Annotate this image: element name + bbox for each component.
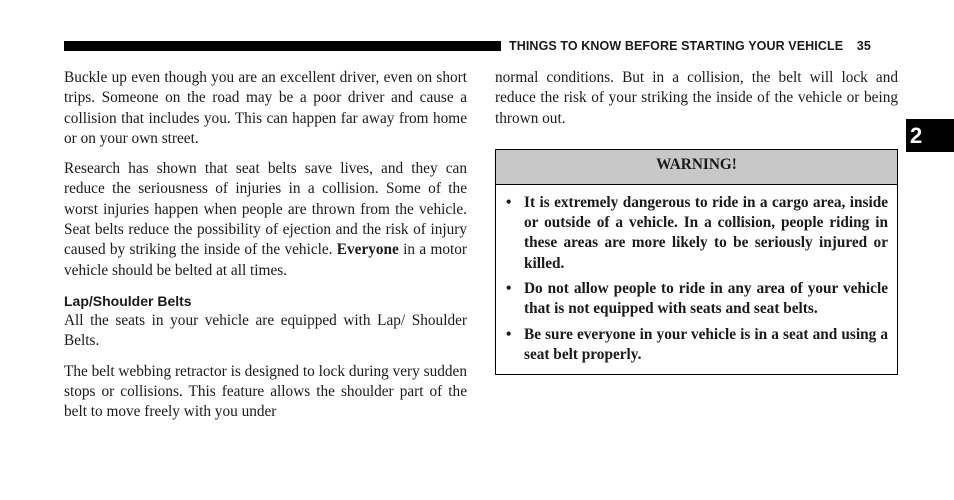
paragraph-buckle-up: Buckle up even though you are an excellent driver, even on short trips. Someone on the road may be a poor driver and cause a collision that includes you. This can happen far away from home or on your own street. xyxy=(64,69,467,147)
bullet-icon: • xyxy=(506,325,512,343)
right-column xyxy=(495,68,898,375)
paragraph-retractor: The belt webbing retractor is designed to lock during very sudden stops or collisions. This feature allows the shoulder part of the belt to move freely with you under xyxy=(64,362,467,421)
bullet-icon: • xyxy=(506,193,512,211)
emphasis-everyone: Everyone xyxy=(336,241,399,259)
warning-box xyxy=(495,149,898,375)
warning-item xyxy=(506,279,888,320)
bullet-icon: • xyxy=(506,280,512,298)
warning-item xyxy=(506,193,888,274)
warning-item-text: Be sure everyone in your vehicle is in a seat and using a seat belt properly. xyxy=(524,325,888,363)
paragraph-normal-conditions: normal conditions. But in a collision, the belt will lock and reduce the risk of your striking the inside of the vehicle or being thrown out. xyxy=(495,69,898,127)
warning-item-text: It is extremely dangerous to ride in a cargo area, inside or outside of a vehicle. In a collision, people riding in these areas are more likely to be seriously injured or killed. xyxy=(524,193,888,272)
page-number: 35 xyxy=(856,39,871,53)
warning-item-text: Do not allow people to ride in any area of your vehicle that is not equipped with seats and seat belts. xyxy=(524,280,888,318)
warning-list xyxy=(496,185,897,374)
paragraph-research-text: Research has shown that seat belts save lives, and they can reduce the seriousness of injuries in a collision. Some of the worst injuries happen when people are thrown from the vehicle. Seat belts reduce the possibility of ejection and the risk of injury caused by striking the inside of the vehicle. xyxy=(64,160,467,259)
warning-title: WARNING! xyxy=(496,150,897,185)
paragraph-research xyxy=(64,159,467,281)
paragraph-seats-equipped: All the seats in your vehicle are equipped with Lap/ Shoulder Belts. xyxy=(64,311,467,350)
header-rule-bar xyxy=(64,41,501,51)
paragraph-research-tail: in a motor vehicle should be belted at all times. xyxy=(64,241,467,279)
running-header xyxy=(509,38,899,54)
left-column xyxy=(64,68,467,422)
subheading-lap-shoulder-belts: Lap/Shoulder Belts xyxy=(64,292,192,309)
chapter-tab: 2 xyxy=(906,119,954,152)
section-title: THINGS TO KNOW BEFORE STARTING YOUR VEHICLE xyxy=(509,39,844,53)
warning-item xyxy=(506,325,888,366)
